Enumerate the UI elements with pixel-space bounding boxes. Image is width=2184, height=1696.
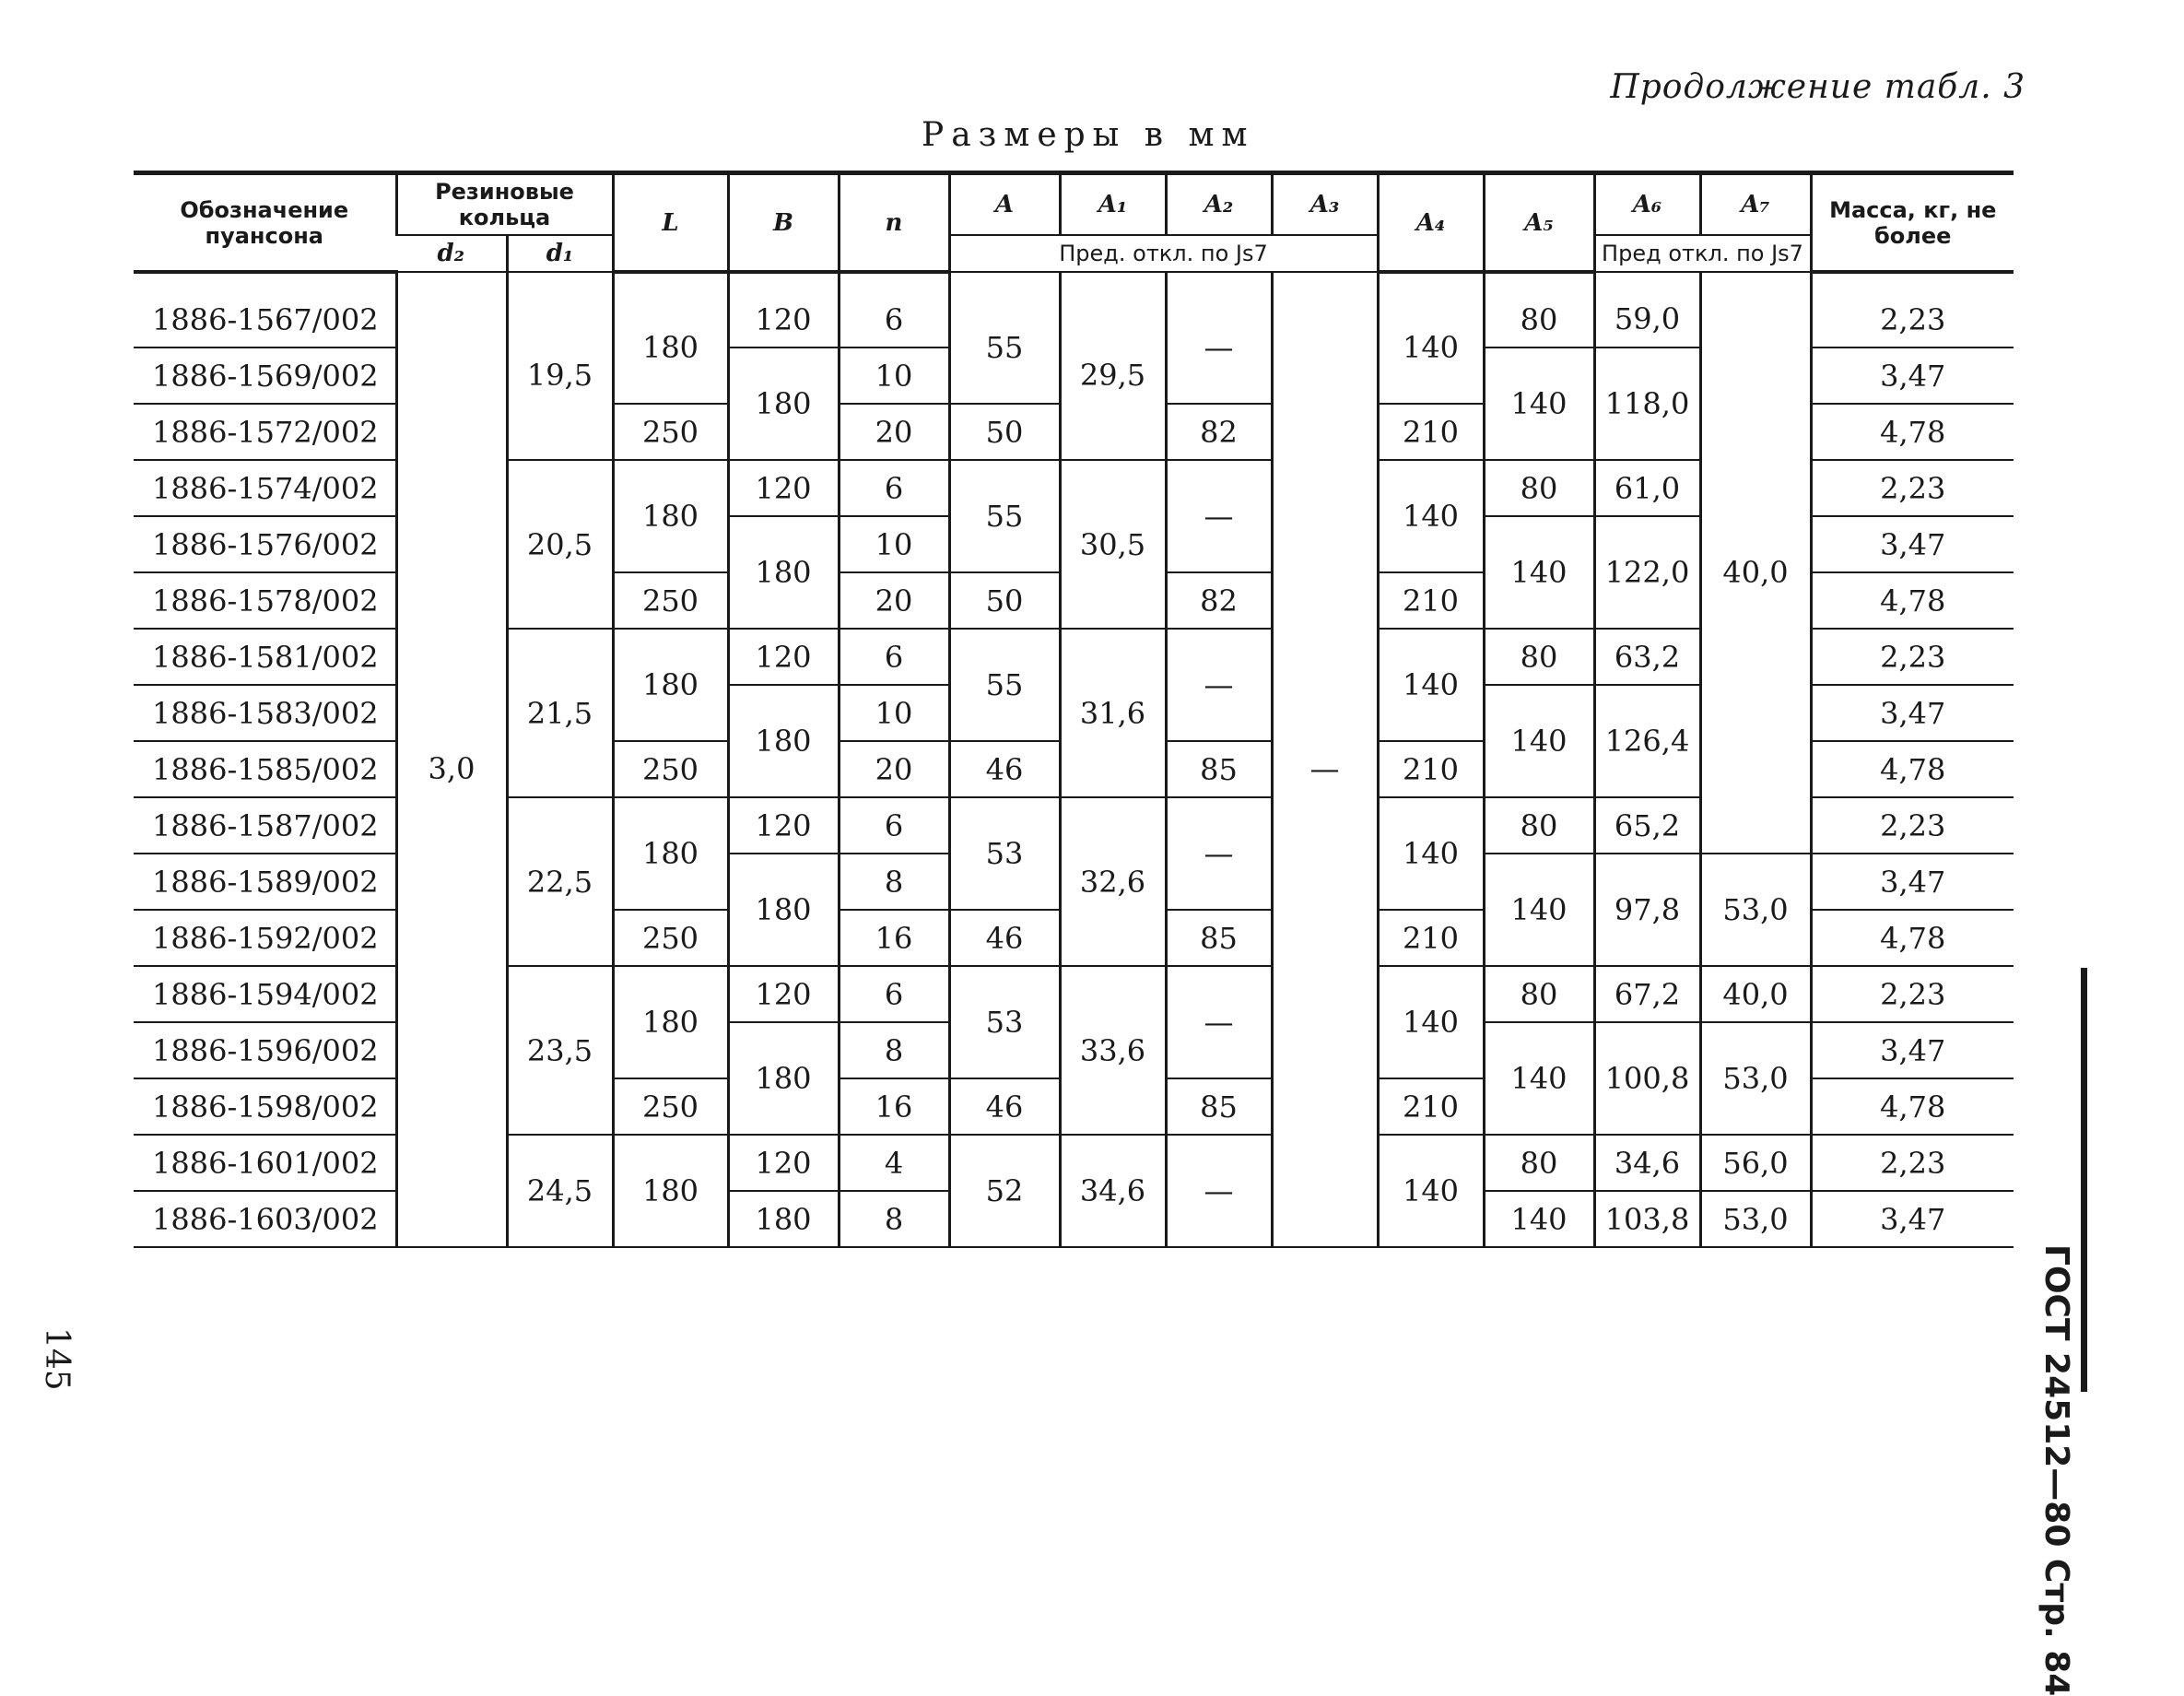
designation-cell: 1886-1589/002: [134, 854, 396, 910]
A1-cell: 29,5: [1060, 272, 1166, 460]
A5-cell: 140: [1484, 516, 1594, 629]
mass-cell: 3,47: [1811, 347, 2014, 404]
A-cell: 50: [949, 404, 1060, 460]
header-A6: A₆: [1594, 173, 1700, 236]
n-cell: 8: [839, 1022, 949, 1078]
A6-cell: 100,8: [1594, 1022, 1700, 1135]
A-cell: 46: [949, 910, 1060, 966]
designation-cell: 1886-1569/002: [134, 347, 396, 404]
A6-cell: 103,8: [1594, 1191, 1700, 1247]
L-cell: 250: [613, 741, 728, 797]
A4-cell: 210: [1378, 910, 1484, 966]
header-rubber-rings: Резиновые кольца: [396, 173, 613, 236]
L-cell: 180: [613, 272, 728, 404]
A2-cell: 82: [1166, 572, 1272, 629]
A6-cell: 63,2: [1594, 629, 1700, 685]
mass-cell: 2,23: [1811, 460, 2014, 516]
mass-cell: 3,47: [1811, 685, 2014, 741]
A4-cell: 210: [1378, 572, 1484, 629]
A-cell: 55: [949, 629, 1060, 741]
A5-cell: 140: [1484, 1191, 1594, 1247]
A2-cell: —: [1166, 1135, 1272, 1247]
B-cell: 120: [728, 629, 839, 685]
A4-cell: 140: [1378, 272, 1484, 404]
A7-cell: 53,0: [1700, 1022, 1811, 1135]
header-L: L: [613, 173, 728, 273]
B-cell: 180: [728, 347, 839, 460]
designation-cell: 1886-1576/002: [134, 516, 396, 572]
header-tolerance-a: Пред. откл. по Js7: [949, 235, 1378, 272]
designation-cell: 1886-1603/002: [134, 1191, 396, 1247]
d1-cell: 20,5: [507, 460, 613, 629]
d2-cell: 3,0: [396, 272, 507, 1247]
A4-cell: 140: [1378, 460, 1484, 572]
punch-dimensions-table: [134, 171, 2014, 1248]
L-cell: 180: [613, 797, 728, 910]
A1-cell: 33,6: [1060, 966, 1166, 1135]
A6-cell: 67,2: [1594, 966, 1700, 1022]
B-cell: 180: [728, 516, 839, 629]
n-cell: 16: [839, 910, 949, 966]
A5-cell: 80: [1484, 460, 1594, 516]
d1-cell: 19,5: [507, 272, 613, 460]
A6-cell: 61,0: [1594, 460, 1700, 516]
n-cell: 20: [839, 741, 949, 797]
B-cell: 120: [728, 272, 839, 347]
designation-cell: 1886-1585/002: [134, 741, 396, 797]
A6-cell: 34,6: [1594, 1135, 1700, 1191]
n-cell: 6: [839, 272, 949, 347]
designation-cell: 1886-1598/002: [134, 1078, 396, 1135]
mass-cell: 4,78: [1811, 741, 2014, 797]
header-n: n: [839, 173, 949, 273]
mass-cell: 2,23: [1811, 272, 2014, 347]
mass-cell: 2,23: [1811, 966, 2014, 1022]
designation-cell: 1886-1601/002: [134, 1135, 396, 1191]
header-B: B: [728, 173, 839, 273]
mass-cell: 4,78: [1811, 1078, 2014, 1135]
A5-cell: 80: [1484, 272, 1594, 347]
n-cell: 20: [839, 572, 949, 629]
A1-cell: 32,6: [1060, 797, 1166, 966]
header-A: A: [949, 173, 1060, 236]
designation-cell: 1886-1581/002: [134, 629, 396, 685]
d1-cell: 21,5: [507, 629, 613, 797]
A6-cell: 118,0: [1594, 347, 1700, 460]
mass-cell: 3,47: [1811, 854, 2014, 910]
A7-cell: 56,0: [1700, 1135, 1811, 1191]
designation-cell: 1886-1567/002: [134, 272, 396, 347]
designation-cell: 1886-1578/002: [134, 572, 396, 629]
mass-cell: 3,47: [1811, 1022, 2014, 1078]
A1-cell: 30,5: [1060, 460, 1166, 629]
L-cell: 250: [613, 404, 728, 460]
A4-cell: 210: [1378, 1078, 1484, 1135]
A4-cell: 210: [1378, 404, 1484, 460]
n-cell: 6: [839, 797, 949, 854]
dimensions-note: Размеры в мм: [922, 116, 1255, 154]
A-cell: 53: [949, 966, 1060, 1078]
A-cell: 46: [949, 1078, 1060, 1135]
A4-cell: 140: [1378, 797, 1484, 910]
mass-cell: 4,78: [1811, 910, 2014, 966]
page-number: 145: [38, 1327, 76, 1391]
header-d2: d₂: [396, 235, 507, 272]
A6-cell: 122,0: [1594, 516, 1700, 629]
A4-cell: 140: [1378, 629, 1484, 741]
A5-cell: 140: [1484, 347, 1594, 460]
A3-cell: —: [1272, 272, 1378, 1247]
n-cell: 10: [839, 516, 949, 572]
n-cell: 6: [839, 966, 949, 1022]
A5-cell: 140: [1484, 854, 1594, 966]
n-cell: 6: [839, 460, 949, 516]
designation-cell: 1886-1587/002: [134, 797, 396, 854]
designation-cell: 1886-1572/002: [134, 404, 396, 460]
L-cell: 180: [613, 460, 728, 572]
B-cell: 180: [728, 685, 839, 797]
header-A5: A₅: [1484, 173, 1594, 273]
header-A4: A₄: [1378, 173, 1484, 273]
d1-cell: 24,5: [507, 1135, 613, 1247]
A2-cell: —: [1166, 797, 1272, 910]
B-cell: 120: [728, 966, 839, 1022]
B-cell: 180: [728, 1022, 839, 1135]
A4-cell: 140: [1378, 966, 1484, 1078]
A6-cell: 126,4: [1594, 685, 1700, 797]
A4-cell: 210: [1378, 741, 1484, 797]
header-A3: A₃: [1272, 173, 1378, 236]
A1-cell: 34,6: [1060, 1135, 1166, 1247]
mass-cell: 4,78: [1811, 404, 2014, 460]
header-d1: d₁: [507, 235, 613, 272]
A5-cell: 80: [1484, 797, 1594, 854]
L-cell: 180: [613, 1135, 728, 1247]
L-cell: 250: [613, 1078, 728, 1135]
A-cell: 52: [949, 1135, 1060, 1247]
d1-cell: 22,5: [507, 797, 613, 966]
A5-cell: 80: [1484, 629, 1594, 685]
A7-cell: 53,0: [1700, 854, 1811, 966]
header-designation: Обозначение пуансона: [134, 173, 396, 273]
A6-cell: 97,8: [1594, 854, 1700, 966]
B-cell: 120: [728, 1135, 839, 1191]
A7-cell: 40,0: [1700, 272, 1811, 854]
A-cell: 46: [949, 741, 1060, 797]
d1-cell: 23,5: [507, 966, 613, 1135]
header-tolerance-b: Пред откл. по Js7: [1594, 235, 1811, 272]
n-cell: 16: [839, 1078, 949, 1135]
A-cell: 55: [949, 460, 1060, 572]
continuation-label: Продолжение табл. 3: [1610, 68, 2025, 106]
A6-cell: 65,2: [1594, 797, 1700, 854]
A-cell: 53: [949, 797, 1060, 910]
A5-cell: 80: [1484, 966, 1594, 1022]
A-cell: 55: [949, 272, 1060, 404]
header-mass: Масса, кг, не более: [1811, 173, 2014, 273]
mass-cell: 3,47: [1811, 1191, 2014, 1247]
mass-cell: 2,23: [1811, 797, 2014, 854]
designation-cell: 1886-1594/002: [134, 966, 396, 1022]
designation-cell: 1886-1596/002: [134, 1022, 396, 1078]
B-cell: 180: [728, 854, 839, 966]
n-cell: 4: [839, 1135, 949, 1191]
A5-cell: 80: [1484, 1135, 1594, 1191]
L-cell: 250: [613, 572, 728, 629]
A7-cell: 53,0: [1700, 1191, 1811, 1247]
footer-rule: [2081, 968, 2087, 1392]
A4-cell: 140: [1378, 1135, 1484, 1247]
A2-cell: —: [1166, 966, 1272, 1078]
A2-cell: 85: [1166, 741, 1272, 797]
B-cell: 180: [728, 1191, 839, 1247]
n-cell: 6: [839, 629, 949, 685]
A1-cell: 31,6: [1060, 629, 1166, 797]
A-cell: 50: [949, 572, 1060, 629]
L-cell: 180: [613, 629, 728, 741]
A2-cell: 82: [1166, 404, 1272, 460]
n-cell: 8: [839, 854, 949, 910]
n-cell: 8: [839, 1191, 949, 1247]
n-cell: 10: [839, 685, 949, 741]
L-cell: 180: [613, 966, 728, 1078]
header-A1: A₁: [1060, 173, 1166, 236]
A6-cell: 59,0: [1594, 272, 1700, 347]
A7-cell: 40,0: [1700, 966, 1811, 1022]
A2-cell: —: [1166, 272, 1272, 404]
B-cell: 120: [728, 797, 839, 854]
A5-cell: 140: [1484, 685, 1594, 797]
A2-cell: —: [1166, 460, 1272, 572]
designation-cell: 1886-1592/002: [134, 910, 396, 966]
A2-cell: —: [1166, 629, 1272, 741]
standard-footer: ГОСТ 24512—80 Стр. 84: [2037, 1244, 2075, 1696]
mass-cell: 3,47: [1811, 516, 2014, 572]
mass-cell: 4,78: [1811, 572, 2014, 629]
n-cell: 10: [839, 347, 949, 404]
designation-cell: 1886-1574/002: [134, 460, 396, 516]
B-cell: 120: [728, 460, 839, 516]
A2-cell: 85: [1166, 1078, 1272, 1135]
L-cell: 250: [613, 910, 728, 966]
A2-cell: 85: [1166, 910, 1272, 966]
n-cell: 20: [839, 404, 949, 460]
header-A2: A₂: [1166, 173, 1272, 236]
mass-cell: 2,23: [1811, 629, 2014, 685]
designation-cell: 1886-1583/002: [134, 685, 396, 741]
mass-cell: 2,23: [1811, 1135, 2014, 1191]
A5-cell: 140: [1484, 1022, 1594, 1135]
header-A7: A₇: [1700, 173, 1811, 236]
